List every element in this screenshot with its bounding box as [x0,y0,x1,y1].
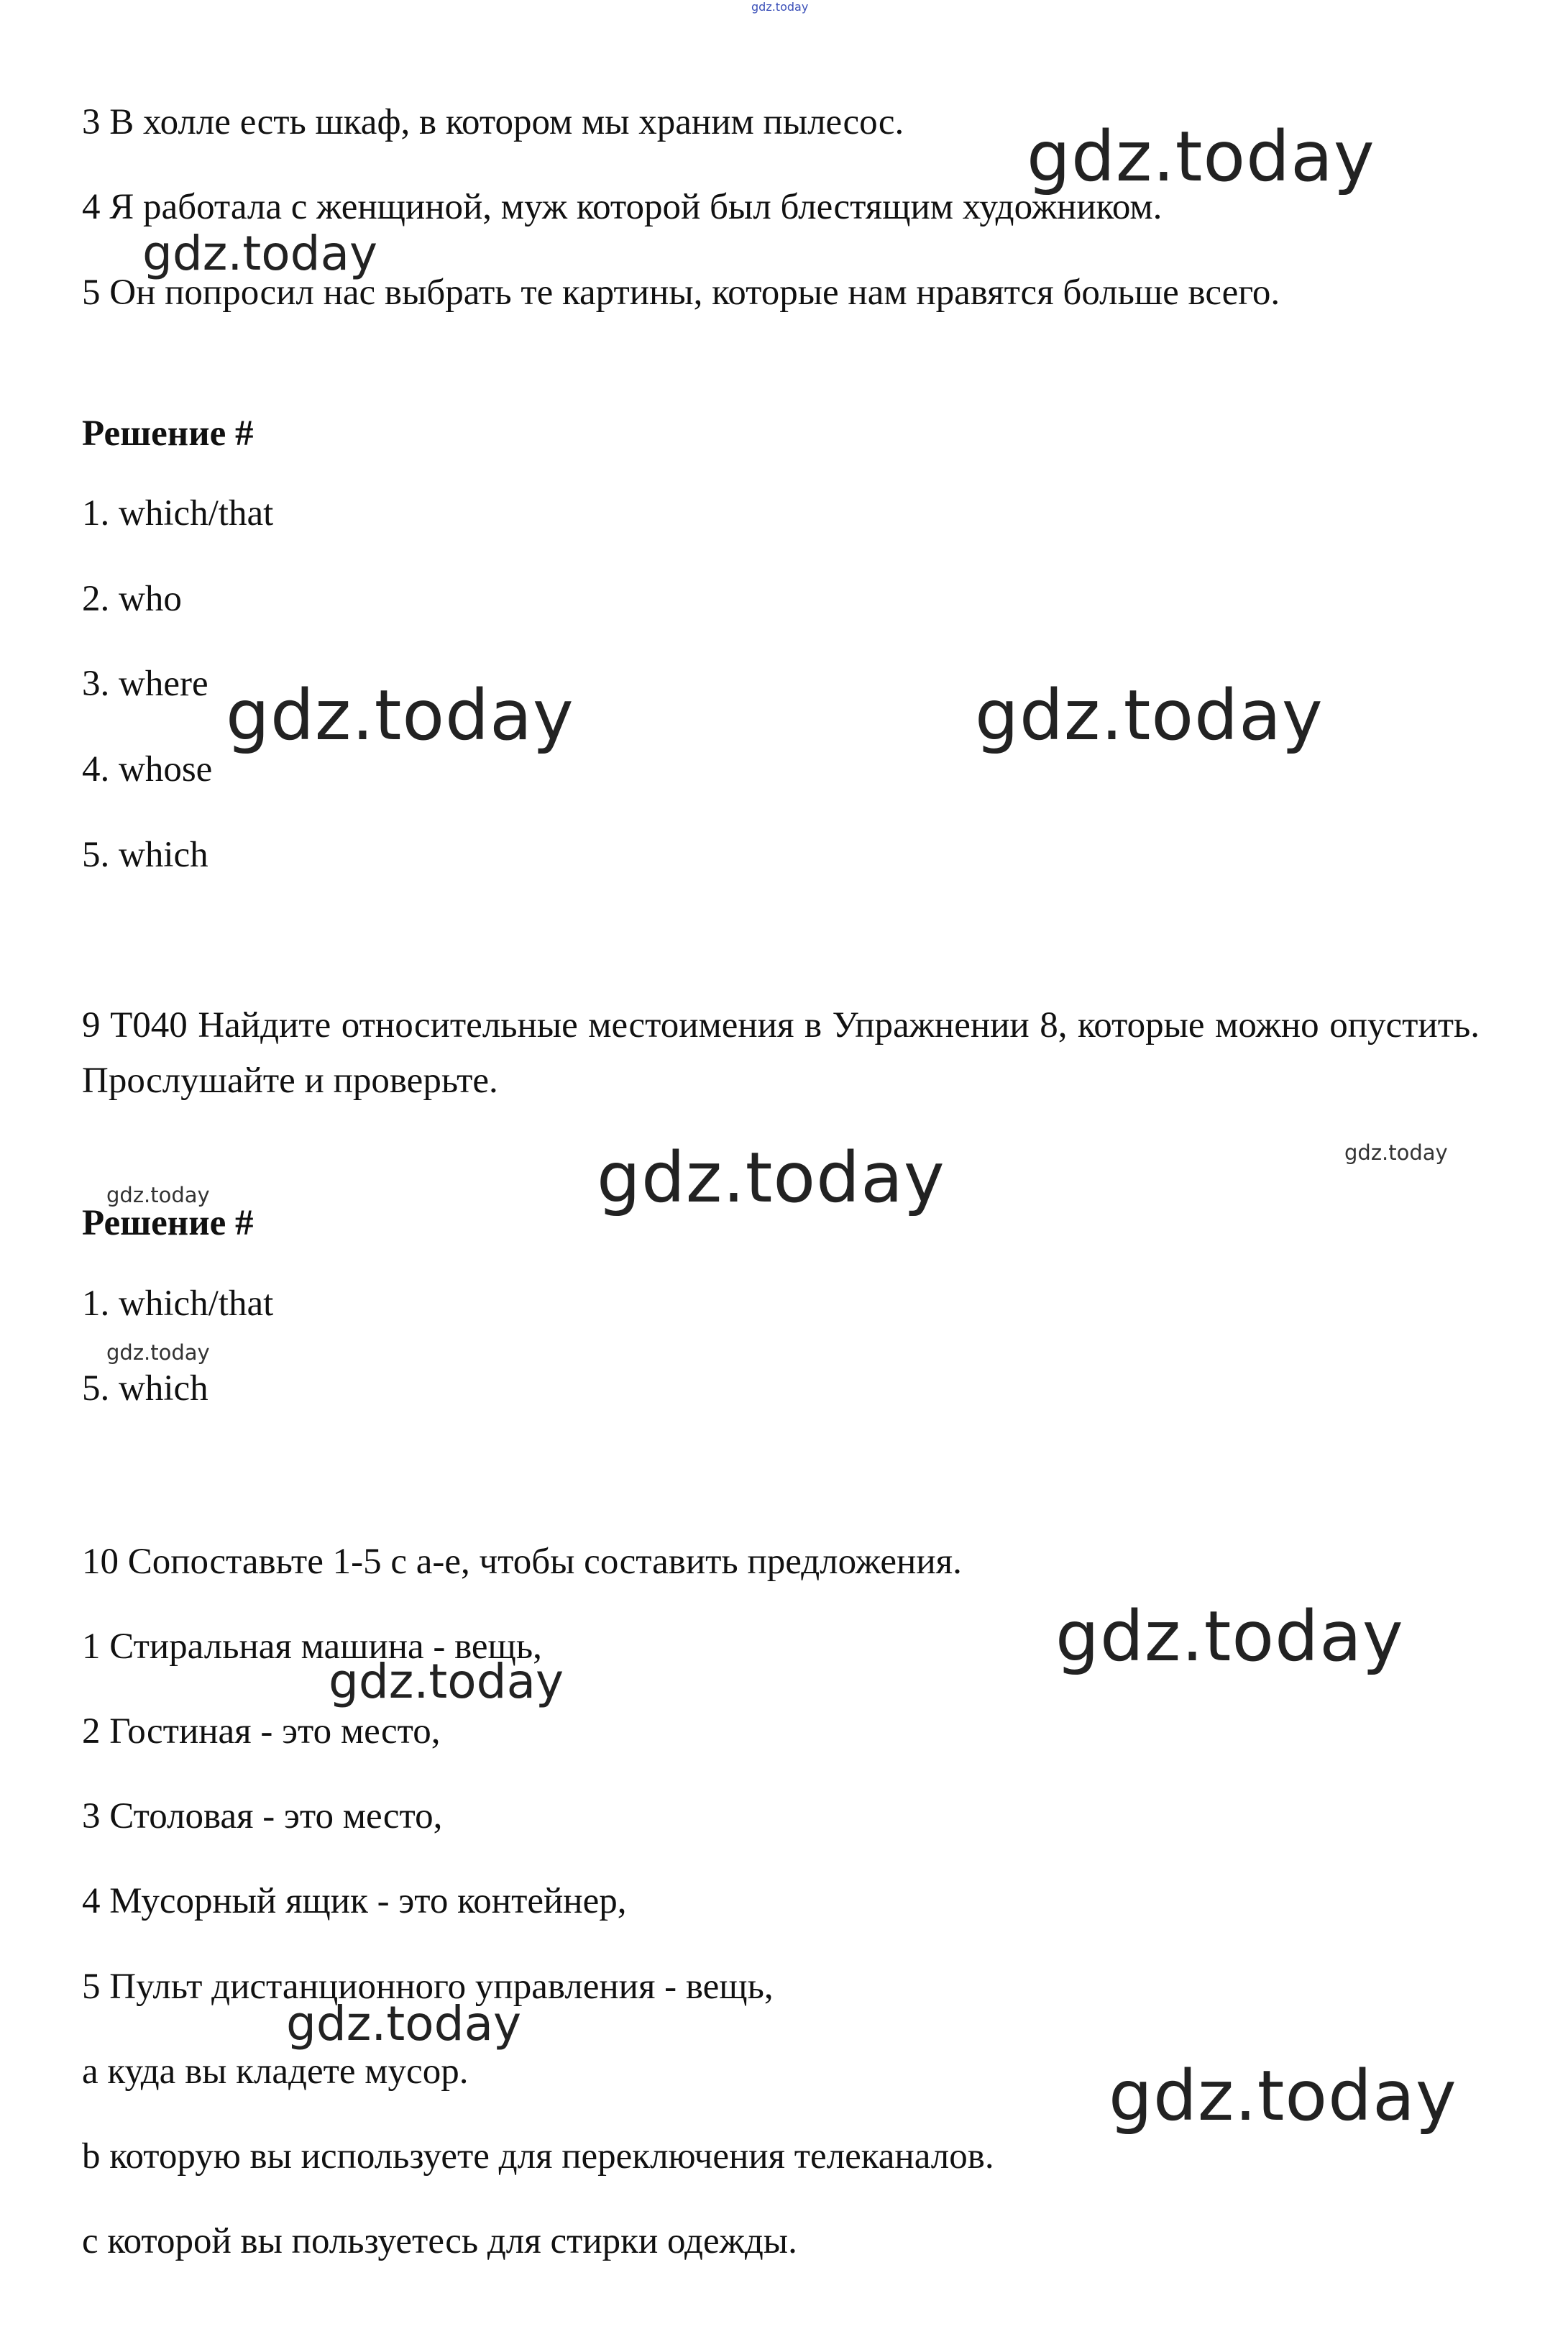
solution-heading-2: Решение # [82,1203,254,1243]
watermark: gdz.today [1109,2056,1457,2136]
match-item-4: 4 Мусорный ящик - это контейнер, [82,1881,627,1921]
answer-item: 4. whose [82,749,213,790]
watermark: gdz.today [1027,116,1375,197]
watermark: gdz.today [142,226,378,281]
watermark: gdz.today [106,1340,210,1365]
match-item-2: 2 Гостиная - это место, [82,1711,441,1752]
match-item-3: 3 Столовая - это место, [82,1796,443,1836]
answer-item: 1. which/that [82,493,274,534]
solution-heading-1: Решение # [82,413,254,454]
watermark: gdz.today [1055,1596,1404,1677]
task-10-title: 10 Сопоставьте 1-5 с a-e, чтобы составить предложения. [82,1542,962,1582]
watermark: gdz.today [106,1183,210,1207]
watermark: gdz.today [975,675,1324,756]
watermark: gdz.today [597,1138,945,1218]
answer-item: 3. where [82,664,208,704]
answer-item: 5. which [82,835,208,875]
answer-item: 5. which [82,1368,208,1409]
watermark-top: gdz.today [751,0,809,14]
watermark: gdz.today [226,675,574,756]
watermark: gdz.today [1344,1140,1448,1165]
match-item-5: 5 Пульт дистанционного управления - вещь, [82,1967,774,2007]
match-item-1: 1 Стиральная машина - вещь, [82,1626,542,1667]
task-9-text: 9 T040 Найдите относительные местоимения в Упражнении 8, которые можно опустить. Прослушайте и проверьте. [82,1005,1480,1101]
sentence-item-5: 5 Он попросил нас выбрать те картины, которые нам нравятся больше всего. [82,273,1280,313]
watermark: gdz.today [329,1654,564,1709]
sentence-item-4: 4 Я работала с женщиной, муж которой был блестящим художником. [82,187,1163,227]
match-option-c: c которой вы пользуетесь для стирки одежды. [82,2221,797,2261]
answer-item: 2. who [82,579,182,619]
sentence-item-3: 3 В холле есть шкаф, в котором мы храним пылесос. [82,102,904,142]
answer-item: 1. which/that [82,1283,274,1324]
match-option-a: a куда вы кладете мусор. [82,2051,469,2092]
watermark: gdz.today [286,1996,522,2051]
match-option-b: b которую вы используете для переключения телеканалов. [82,2136,994,2177]
